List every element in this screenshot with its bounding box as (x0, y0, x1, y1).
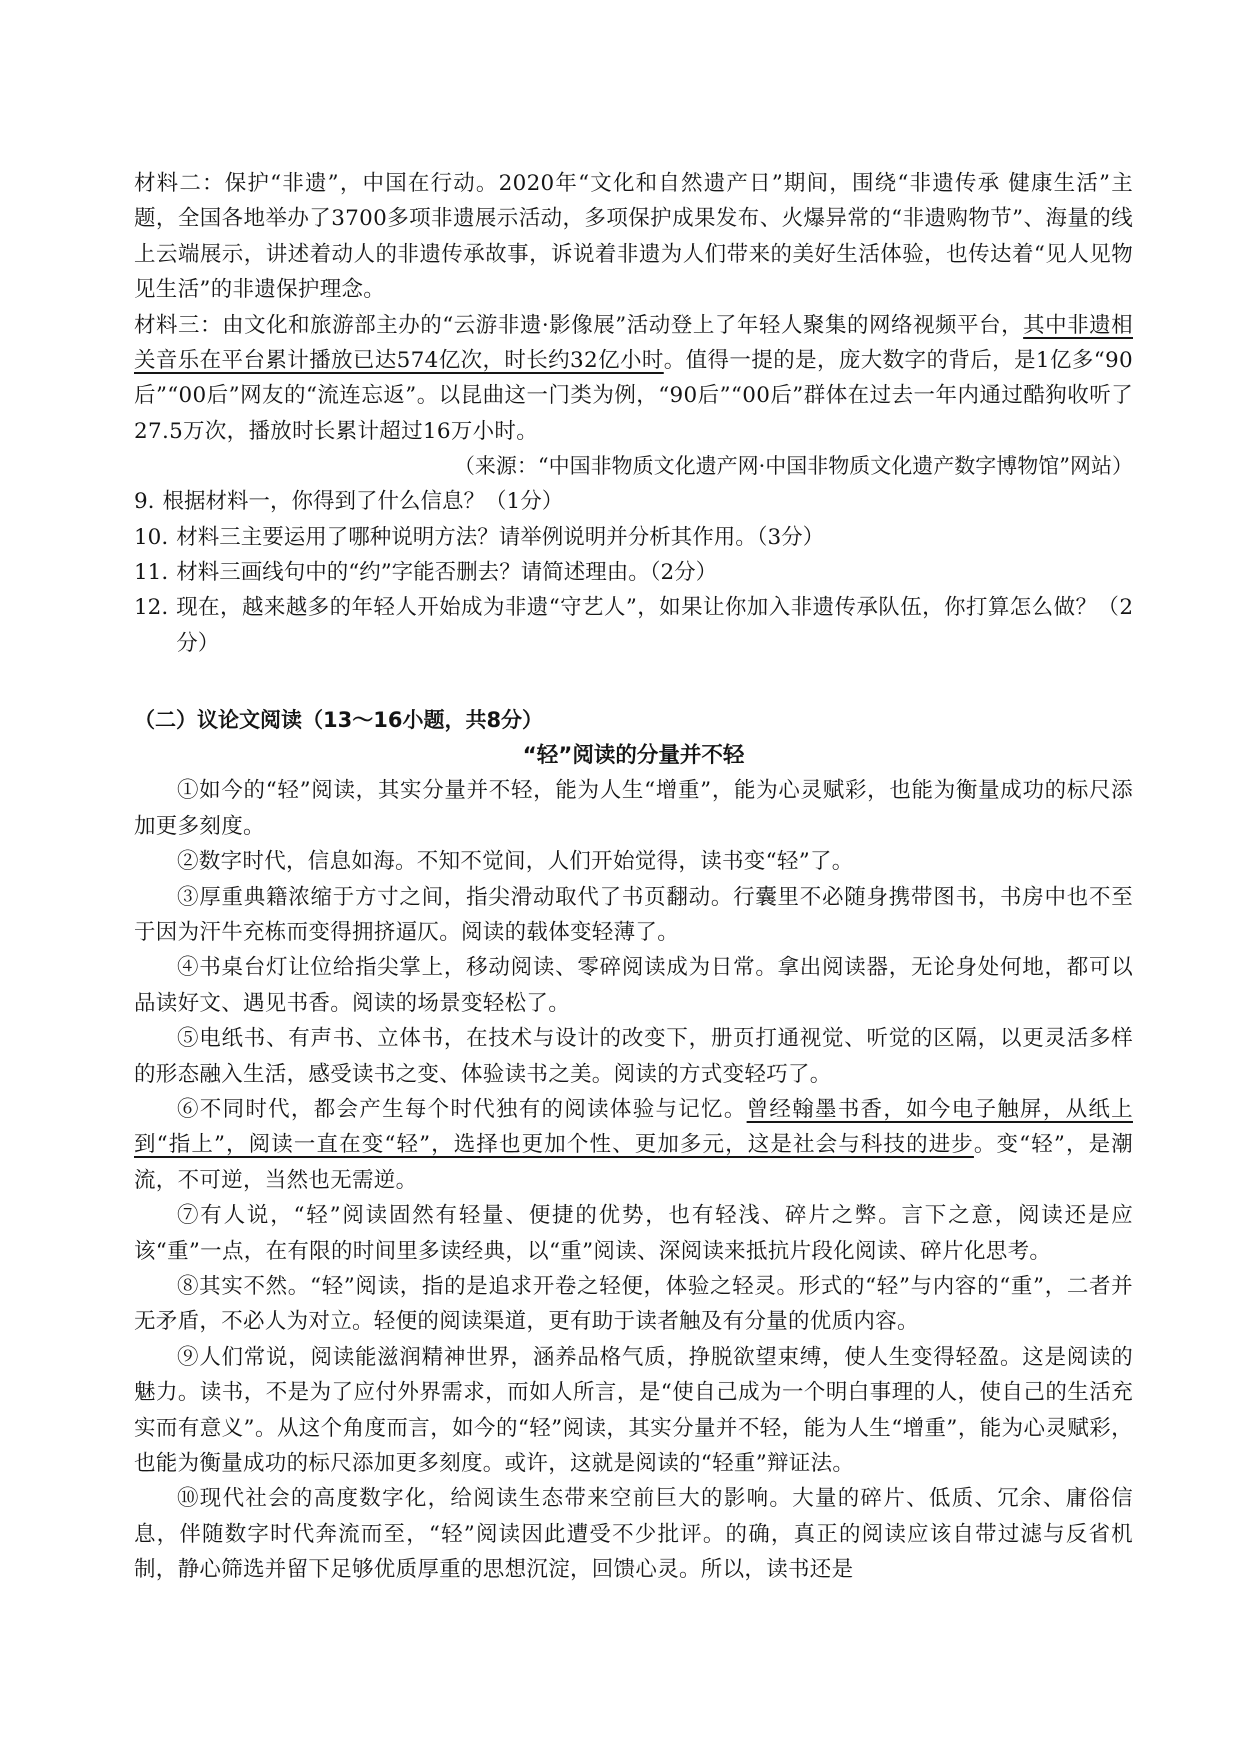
essay-paragraph-5: ⑤电纸书、有声书、立体书，在技术与设计的改变下，册页打通视觉、听觉的区隔，以更灵活多样的形态融入生活，感受读书之变、体验读书之美。阅读的方式变轻巧了。 (134, 1026, 1133, 1087)
essay-paragraph-7: ⑦有人说，“轻”阅读固然有轻量、便捷的优势，也有轻浅、碎片之弊。言下之意，阅读还是应该“重”一点，在有限的时间里多读经典，以“重”阅读、深阅读来抵抗片段化阅读、碎片化思考。 (134, 1203, 1133, 1264)
essay-paragraph-1: ①如今的“轻”阅读，其实分量并不轻，能为人生“增重”，能为心灵赋彩，也能为衡量成功的标尺添加更多刻度。 (134, 778, 1133, 839)
question-10 (134, 520, 1133, 555)
material-three (134, 308, 1133, 450)
essay-paragraph-8: ⑧其实不然。“轻”阅读，指的是追求开卷之轻便，体验之轻灵。形式的“轻”与内容的“重”，二者并无矛盾，不必人为对立。轻便的阅读渠道，更有助于读者触及有分量的优质内容。 (134, 1273, 1133, 1335)
essay-paragraph-9: ⑨人们常说，阅读能滋润精神世界，涵养品格气质，挣脱欲望束缚，使人生变得轻盈。这是阅读的魅力。读书，不是为了应付外界需求，而如人所言，是“使自己成为一个明白事理的人，使自己的生活充实而有意义”。从这个角度而言，如今的“轻”阅读，其实分量并不轻，能为人生“增重”，能为心灵赋彩，也能为衡量成功的标尺添加更多刻度。或许，这就是阅读的“轻重”辩证法。 (134, 1344, 1133, 1476)
material-two-text: 材料二：保护“非遗”，中国在行动。2020年“文化和自然遗产日”期间，围绕“非遗传承 健康生活”主题，全国各地举办了3700多项非遗展示活动，多项保护成果发布、火爆异常的“非遗购物节”、海量的线上云端展示，讲述着动人的非遗传承故事，诉说着非遗为人们带来的美好生活体验，也传达着“见人见物见生活”的非遗保护理念。 (134, 171, 1133, 303)
question-number: 11. (134, 560, 169, 586)
question-11 (134, 555, 1133, 590)
material-two (134, 166, 1133, 308)
material-three-underlined-sentence: 其中非遗相关音乐在平台累计播放已达574亿次，时长约32亿小时 (134, 312, 1133, 374)
section-heading: （二）议论文阅读（13～16小题，共8分） (134, 708, 544, 733)
question-number: 9. (134, 489, 155, 515)
essay-paragraph-6 (134, 1092, 1133, 1198)
paragraph-6-text: ⑥不同时代，都会产生每个时代独有的阅读体验与记忆。 (177, 1096, 747, 1122)
essay-title: “轻”阅读的分量并不轻 (522, 743, 745, 769)
essay-paragraph-4: ④书桌台灯让位给指尖掌上，移动阅读、零碎阅读成为日常。拿出阅读器，无论身处何地，都可以品读好文、遇见书香。阅读的场景变轻松了。 (134, 955, 1133, 1016)
paragraph-6-text-continued: 。变“轻”，是潮流，不可逆，当然也无需逆。 (134, 1132, 1134, 1193)
question-text: 根据材料一，你得到了什么信息？（1分） (162, 489, 564, 515)
material-three-text: 材料三：由文化和旅游部主办的“云游非遗·影像展”活动登上了年轻人聚集的网络视频平台， (134, 312, 1024, 338)
essay-paragraph-3: ③厚重典籍浓缩于方寸之间，指尖滑动取代了书页翻动。行囊里不必随身携带图书，书房中也不至于因为汗牛充栋而变得拥挤逼仄。阅读的载体变轻薄了。 (134, 884, 1133, 945)
question-12 (134, 590, 1133, 661)
question-text: 材料三画线句中的“约”字能否删去？请简述理由。（2分） (176, 560, 718, 586)
question-text: 材料三主要运用了哪种说明方法？请举例说明并分析其作用。（3分） (176, 524, 825, 550)
question-number: 12. (134, 595, 169, 621)
question-number: 10. (134, 524, 169, 550)
material-three-text-continued: 。值得一提的是，庞大数字的背后，是1亿多“90后”“00后”网友的“流连忘返”。以昆曲这一门类为例，“90后”“00后”群体在过去一年内通过酷狗收听了27.5万次，播放时长累计超过16万小时。 (134, 348, 1133, 444)
essay-paragraph-2: ②数字时代，信息如海。不知不觉间，人们开始觉得，读书变“轻”了。 (177, 849, 854, 875)
essay-paragraph-10: ⑩现代社会的高度数字化，给阅读生态带来空前巨大的影响。大量的碎片、低质、冗余、庸俗信息，伴随数字时代奔流而至，“轻”阅读因此遭受不少批评。的确，真正的阅读应该自带过滤与反省机制，静心筛选并留下足够优质厚重的思想沉淀，回馈心灵。所以，读书还是 (134, 1486, 1133, 1583)
question-text: 现在，越来越多的年轻人开始成为非遗“守艺人”，如果让你加入非遗传承队伍，你打算怎么做？（2分） (176, 595, 1133, 656)
paragraph-6-underlined-sentence: 曾经翰墨书香，如今电子触屏，从纸上到“指上”，阅读一直在变“轻”，选择也更加个性、更加多元，这是社会与科技的进步 (134, 1096, 1133, 1158)
question-9 (134, 484, 1133, 519)
material-three-source: （来源：“中国非物质文化遗产网·中国非物质文化遗产数字博物馆”网站） (453, 454, 1133, 479)
